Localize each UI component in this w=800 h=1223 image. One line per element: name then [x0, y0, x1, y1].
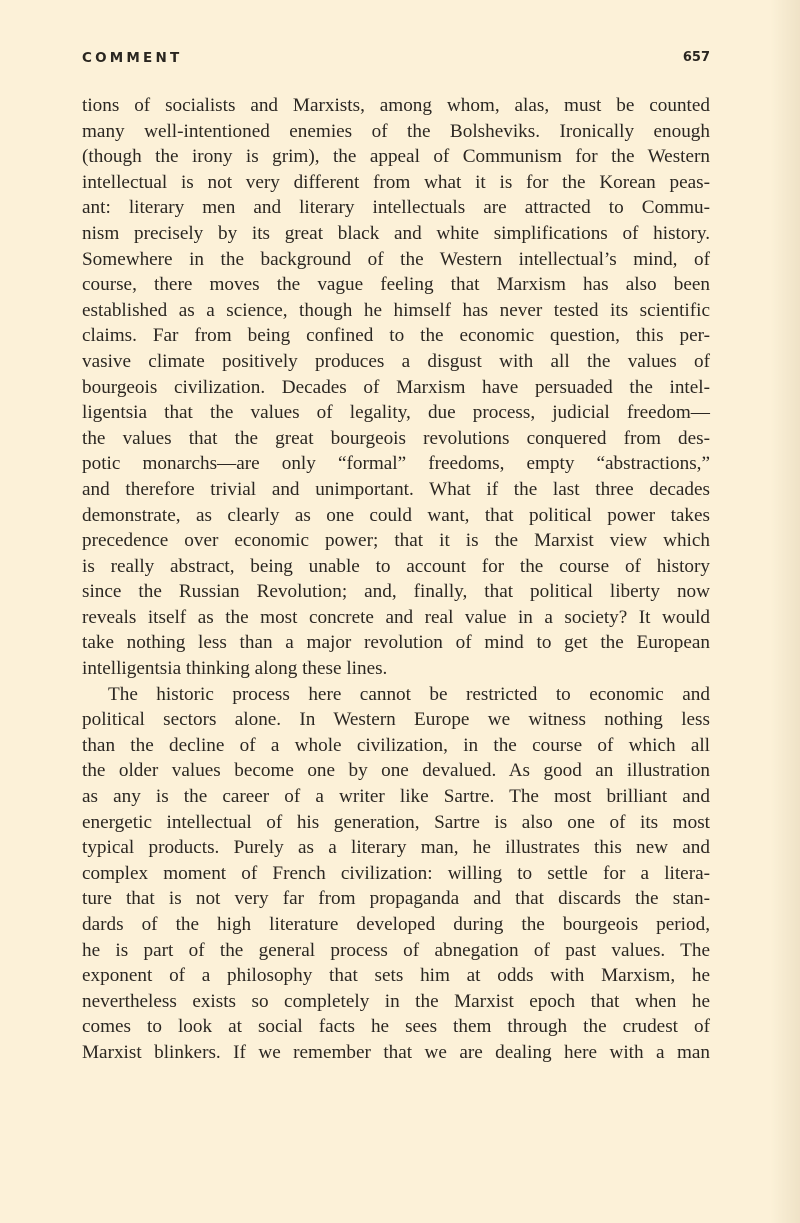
text-line: complex moment of French civilization: willing to settle for a litera- [82, 862, 710, 884]
text-line: Somewhere in the background of the Western intellectual’s mind, of [82, 248, 710, 270]
text-line: reveals itself as the most concrete and real value in a society? It would [82, 606, 710, 628]
text-line: ture that is not very far from propaganda and that discards the stan- [82, 888, 710, 910]
text-line: tions of socialists and Marxists, among whom, alas, must be counted [82, 95, 710, 116]
text-line: since the Russian Revolution; and, finally, that political liberty now [82, 581, 710, 603]
section-title: COMMENT [82, 50, 183, 66]
paragraph [82, 93, 710, 682]
text-line: precedence over economic power; that it is the Marxist view which [82, 530, 710, 552]
text-line: vasive climate positively produces a disgust with all the values of [82, 350, 710, 372]
running-head [82, 50, 710, 72]
text-line: established as a science, though he himself has never tested its scientific [82, 299, 710, 321]
text-line: as any is the career of a writer like Sartre. The most brilliant and [82, 786, 710, 808]
text-line: the values that the great bourgeois revolutions conquered from des- [82, 427, 710, 449]
text-line: ligentsia that the values of legality, due process, judicial freedom— [82, 402, 710, 424]
text-line: and therefore trivial and unimportant. What if the last three decades [82, 478, 710, 500]
text-line: intellectual is not very different from what it is for the Korean peas- [82, 171, 710, 193]
text-line: dards of the high literature developed during the bourgeois period, [82, 914, 710, 935]
text-line: take nothing less than a major revolution of mind to get the European [82, 632, 710, 654]
text-line: demonstrate, as clearly as one could want, that political power takes [82, 504, 710, 526]
page-number: 657 [682, 50, 710, 65]
text-line: (though the irony is grim), the appeal of Communism for the Western [82, 146, 710, 168]
text-line: nism precisely by its great black and white simplifications of history. [82, 222, 710, 244]
text-line: Marxist blinkers. If we remember that we are dealing here with a man [82, 1041, 710, 1063]
text-line: bourgeois civilization. Decades of Marxism have persuaded the intel- [82, 376, 710, 398]
text-line: many well-intentioned enemies of the Bolsheviks. Ironically enough [82, 120, 710, 142]
text-line: political sectors alone. In Western Europe we witness nothing less [82, 709, 710, 731]
text-line: than the decline of a whole civilization, in the course of which all [82, 734, 710, 756]
text-line: intelligentsia thinking along these lines. [82, 658, 388, 680]
text-line: is really abstract, being unable to account for the course of history [82, 555, 710, 577]
text-line: ant: literary men and literary intellectuals are attracted to Commu- [82, 197, 710, 219]
text-line: nevertheless exists so completely in the Marxist epoch that when he [82, 990, 710, 1012]
text-line: potic monarchs—are only “formal” freedoms, empty “abstractions,” [82, 453, 710, 475]
text-line: claims. Far from being confined to the economic question, this per- [82, 325, 710, 347]
text-line: comes to look at social facts he sees them through the crudest of [82, 1016, 710, 1038]
text-line: The historic process here cannot be restricted to economic and [108, 683, 710, 705]
text-line: the older values become one by one devalued. As good an illustration [82, 760, 710, 782]
text-line: he is part of the general process of abnegation of past values. The [82, 939, 710, 961]
body-text [82, 93, 710, 1066]
text-line: exponent of a philosophy that sets him at odds with Marxism, he [82, 965, 710, 987]
text-line: course, there moves the vague feeling that Marxism has also been [82, 274, 710, 296]
text-line: energetic intellectual of his generation, Sartre is also one of its most [82, 811, 710, 833]
paragraph [82, 682, 710, 1066]
text-line: typical products. Purely as a literary man, he illustrates this new and [82, 837, 710, 859]
